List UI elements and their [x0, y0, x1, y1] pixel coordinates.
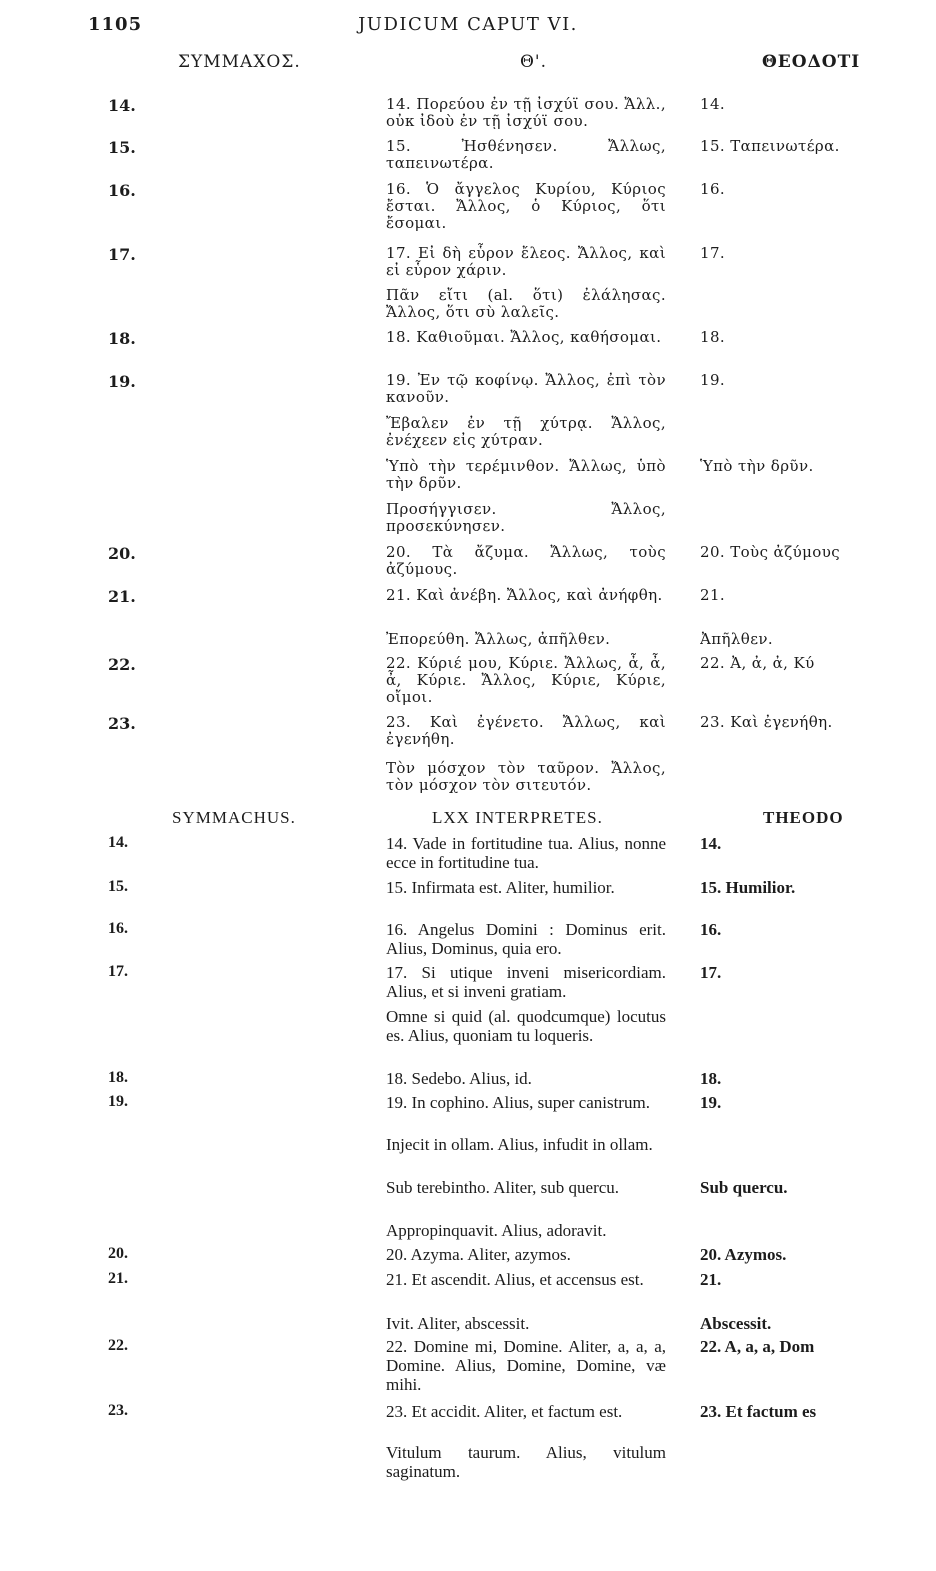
verse-number: 21.	[108, 587, 136, 606]
latin-column-lxx: LXX INTERPRETES.	[432, 808, 603, 827]
theodotion-text: 22. Ἆ, ἆ, ἆ, Κύ	[700, 655, 815, 672]
entry-text: 20. Azyma. Aliter, azymos.	[386, 1245, 571, 1264]
entry-text: Ὑπὸ τὴν τερέμινθον. Ἄλλως, ὑπὸ τὴν δρῦν.	[386, 457, 666, 492]
theodotion-text: 15. Ταπεινωτέρα.	[700, 138, 840, 155]
entry-text: Προσήγγισεν. Ἄλλος, προσεκύνησεν.	[386, 500, 666, 535]
entry-text: 22. Κύριέ μου, Κύριε. Ἄλλως, ἆ, ἆ, ἆ, Κύριε. Ἄλλος, Κύριε, Κύριε, οἴμοι.	[386, 654, 666, 706]
theodotion-text: 21.	[700, 587, 726, 604]
entry-text: 14. Vade in fortitudine tua. Alius, nonne ecce in fortitudine tua.	[386, 834, 666, 872]
greek-column-septuagint: Θ'.	[520, 52, 548, 72]
entry-text: 16. Ὁ ἄγγελος Κυρίου, Κύριος ἔσται. Ἄλλος, ὁ Κύριος, ὅτι ἔσομαι.	[386, 180, 666, 232]
entry-text: 21. Et ascendit. Alius, et accensus est.	[386, 1270, 644, 1289]
verse-number: 16.	[108, 920, 128, 937]
verse-number: 15.	[108, 878, 128, 895]
theodotion-text: 17.	[700, 245, 726, 262]
entry-text: 19. Ἐν τῷ κοφίνῳ. Ἄλλος, ἐπὶ τὸν κανοῦν.	[386, 371, 666, 406]
verse-number: 21.	[108, 1270, 128, 1287]
theodotion-text: 15. Humilior.	[700, 878, 796, 897]
verse-number: 18.	[108, 329, 136, 348]
theodotion-text: 19.	[700, 372, 726, 389]
entry-text: 16. Angelus Domini : Dominus erit. Alius, Dominus, quia ero.	[386, 920, 666, 958]
verse-number: 17.	[108, 245, 136, 264]
theodotion-text: 19.	[700, 1093, 722, 1112]
verse-number: 19.	[108, 372, 136, 391]
theodotion-text: 14.	[700, 96, 726, 113]
entry-text: 18. Καθιοῦμαι. Ἄλλος, καθήσομαι.	[386, 328, 662, 346]
verse-number: 17.	[108, 963, 128, 980]
entry-text: 14. Πορεύου ἐν τῇ ἰσχύϊ σου. Ἄλλ., οὐκ ἰδοὺ ἐν τῇ ἰσχύϊ σου.	[386, 95, 666, 130]
entry-text: Τὸν μόσχον τὸν ταῦρον. Ἄλλος, τὸν μόσχον τὸν σιτευτόν.	[386, 759, 666, 794]
entry-text: Appropinquavit. Alius, adoravit.	[386, 1221, 607, 1240]
greek-column-theodotion: ΘΕΟΔΟΤΙ	[762, 52, 861, 72]
page-number: 1105	[88, 14, 143, 35]
entry-text: 23. Et accidit. Aliter, et factum est.	[386, 1402, 623, 1421]
theodotion-text: Ἀπῆλθεν.	[700, 631, 774, 648]
theodotion-text: 18.	[700, 1069, 722, 1088]
entry-text: 18. Sedebo. Alius, id.	[386, 1069, 532, 1088]
entry-text: Ivit. Aliter, abscessit.	[386, 1314, 530, 1333]
verse-number: 22.	[108, 1337, 128, 1354]
entry-text: 17. Εἰ δὴ εὗρον ἔλεος. Ἄλλος, καὶ εἰ εὗρον χάριν.	[386, 244, 666, 279]
theodotion-text: Abscessit.	[700, 1314, 772, 1333]
theodotion-text: Sub quercu.	[700, 1178, 788, 1197]
entry-text: Ἐπορεύθη. Ἄλλως, ἀπῆλθεν.	[386, 630, 611, 648]
verse-number: 20.	[108, 544, 136, 563]
verse-number: 18.	[108, 1069, 128, 1086]
entry-text: Ἔβαλεν ἐν τῇ χύτρᾳ. Ἄλλος, ἐνέχεεν εἰς χύτραν.	[386, 414, 666, 449]
theodotion-text: 20. Azymos.	[700, 1245, 787, 1264]
verse-number: 23.	[108, 1402, 128, 1419]
entry-text: 19. In cophino. Alius, super canistrum.	[386, 1093, 650, 1112]
verse-number: 20.	[108, 1245, 128, 1262]
entry-text: Πᾶν εἴτι (al. ὅτι) ἐλάλησας. Ἄλλος, ὅτι σὺ λαλεῖς.	[386, 286, 666, 321]
theodotion-text: 18.	[700, 329, 726, 346]
verse-number: 15.	[108, 138, 136, 157]
entry-text: 15. Infirmata est. Aliter, humilior.	[386, 878, 615, 897]
entry-text: 17. Si utique inveni misericordiam. Alius, et si inveni gratiam.	[386, 963, 666, 1001]
verse-number: 23.	[108, 714, 136, 733]
running-title: JUDICUM CAPUT VI.	[358, 14, 578, 35]
theodotion-text: 16.	[700, 920, 722, 939]
entry-text: Injecit in ollam. Alius, infudit in ollam.	[386, 1135, 653, 1154]
theodotion-text: 14.	[700, 834, 722, 853]
entry-text: 22. Domine mi, Domine. Aliter, a, a, a, Domine. Alius, Domine, Domine, væ mihi.	[386, 1337, 666, 1394]
theodotion-text: Ὑπὸ τὴν δρῦν.	[700, 458, 814, 475]
greek-column-symmachus: ΣΥΜΜΑΧΟΣ.	[178, 52, 301, 72]
theodotion-text: 21.	[700, 1270, 722, 1289]
entry-text: 15. Ἠσθένησεν. Ἄλλως, ταπεινωτέρα.	[386, 137, 666, 172]
theodotion-text: 16.	[700, 181, 726, 198]
entry-text: 23. Καὶ ἐγένετο. Ἄλλως, καὶ ἐγενήθη.	[386, 713, 666, 748]
theodotion-text: 20. Τοὺς ἀζύμους	[700, 544, 841, 561]
entry-text: 20. Τὰ ἄζυμα. Ἄλλως, τοὺς ἀζύμους.	[386, 543, 666, 578]
entry-text: Sub terebintho. Aliter, sub quercu.	[386, 1178, 620, 1197]
theodotion-text: 17.	[700, 963, 722, 982]
entry-text: 21. Καὶ ἀνέβη. Ἄλλος, καὶ ἀνήφθη.	[386, 586, 663, 604]
theodotion-text: 23. Et factum es	[700, 1402, 817, 1421]
verse-number: 19.	[108, 1093, 128, 1110]
latin-column-theodotion: THEODO	[763, 808, 844, 827]
theodotion-text: 23. Καὶ ἐγενήθη.	[700, 714, 833, 731]
entry-text: Omne si quid (al. quodcumque) locutus es. Alius, quoniam tu loqueris.	[386, 1007, 666, 1045]
verse-number: 14.	[108, 96, 136, 115]
verse-number: 22.	[108, 655, 136, 674]
verse-number: 16.	[108, 181, 136, 200]
entry-text: Vitulum taurum. Alius, vitulum saginatum.	[386, 1443, 666, 1481]
verse-number: 14.	[108, 834, 128, 851]
theodotion-text: 22. A, a, a, Dom	[700, 1337, 815, 1356]
latin-column-symmachus: SYMMACHUS.	[172, 808, 296, 827]
